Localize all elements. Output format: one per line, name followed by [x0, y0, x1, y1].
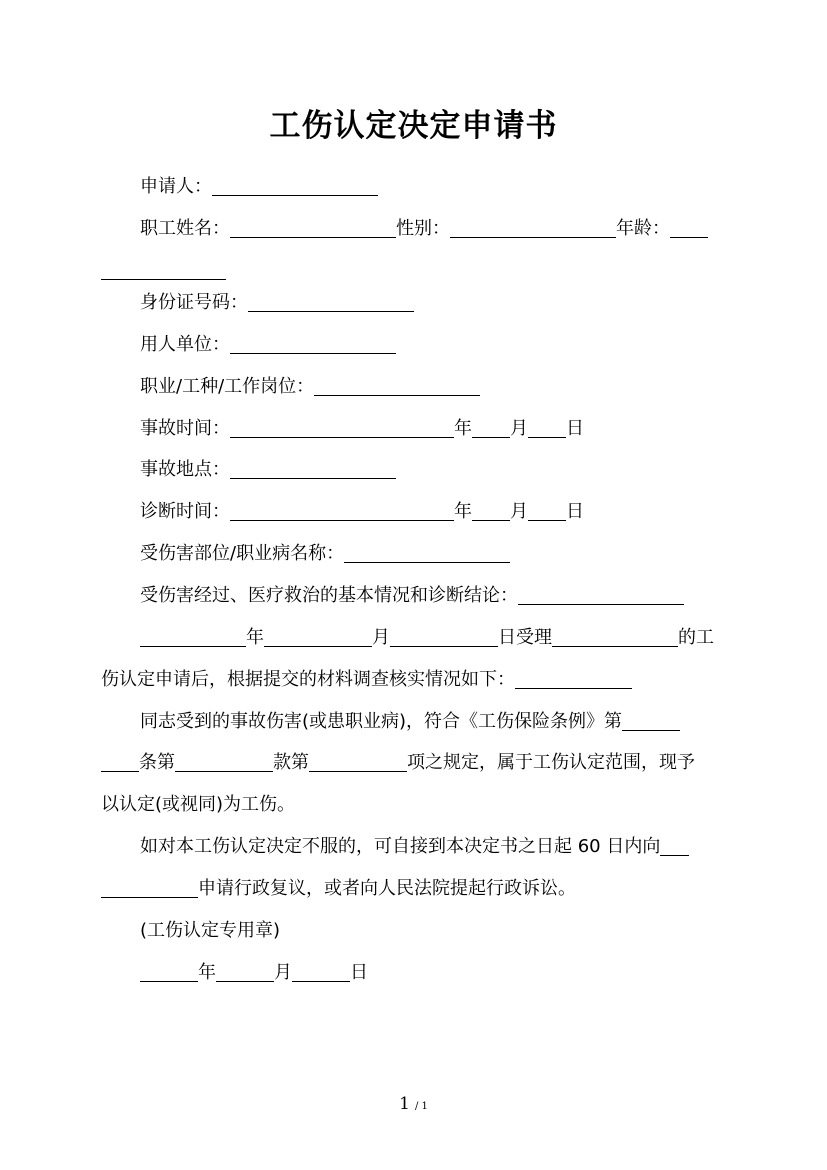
day-label: 日: [350, 962, 368, 983]
diagnosis-time-label: 诊断时间：: [140, 501, 230, 522]
injury-process-blank: [518, 583, 684, 605]
id-number-blank: [248, 290, 414, 312]
diagnosis-time-blank: [230, 499, 454, 521]
document-title: 工伤认定决定申请书: [269, 108, 558, 144]
injury-part-blank: [344, 541, 510, 563]
month-label: 月: [510, 501, 528, 522]
age-continuation-line: [101, 257, 226, 285]
accept-line: [140, 624, 714, 652]
injury-part-label: 受伤害部位/职业病名称：: [140, 543, 345, 564]
signature-date-line: [140, 959, 368, 987]
accept-day-blank: [390, 625, 498, 647]
worker-name-label: 职工姓名：: [140, 218, 230, 239]
gender-blank: [450, 216, 616, 238]
ruling-text-3: 以认定(或视同)为工伤。: [101, 794, 296, 815]
appeal-authority-blank-part2: [101, 876, 198, 898]
accident-place-line: [140, 456, 396, 484]
occupation-line: [140, 373, 480, 401]
worker-line: [140, 215, 708, 243]
applicant-label: 申请人：: [140, 176, 212, 197]
employer-line: [140, 331, 396, 359]
ruling-text-1: 同志受到的事故伤害(或患职业病)，符合《工伤保险条例》第: [140, 711, 623, 732]
seal-line: [140, 917, 280, 945]
item-blank: [309, 750, 407, 772]
article-text: 条第: [139, 752, 175, 773]
appeal-line-1: [140, 833, 689, 861]
employer-blank: [230, 332, 396, 354]
day-blank: [528, 499, 566, 521]
clause-text: 款第: [273, 752, 309, 773]
accept-month-blank: [264, 625, 372, 647]
clause-blank: [175, 750, 273, 772]
appeal-text-2: 申请行政复议，或者向人民法院提起行政诉讼。: [198, 878, 576, 899]
month-blank: [472, 499, 510, 521]
age-blank-part2: [101, 258, 226, 280]
employer-label: 用人单位：: [140, 334, 230, 355]
month-label: 月: [372, 627, 390, 648]
sign-month-blank: [216, 960, 274, 982]
sign-day-blank: [292, 960, 350, 982]
occupation-blank: [314, 374, 480, 396]
worker-name-blank: [230, 216, 396, 238]
item-text: 项之规定，属于工伤认定范围，现予: [407, 752, 695, 773]
applicant-name-blank: [552, 625, 678, 647]
page-number: [0, 1094, 827, 1114]
day-label: 日: [566, 501, 584, 522]
investigation-text: 伤认定申请后，根据提交的材料调查核实情况如下：: [101, 669, 515, 690]
ruling-line-3: [101, 791, 295, 819]
month-label: 月: [510, 418, 528, 439]
article-blank-part2: [101, 750, 139, 772]
injury-part-line: [140, 540, 510, 568]
accept-text: 日受理: [498, 627, 552, 648]
injury-process-label: 受伤害经过、医疗救治的基本情况和诊断结论：: [140, 585, 518, 606]
day-blank: [528, 416, 566, 438]
year-label: 年: [454, 418, 472, 439]
accept-tail-text: 的工: [678, 627, 714, 648]
current-page: 1: [399, 1094, 410, 1114]
occupation-label: 职业/工种/工作岗位：: [140, 376, 315, 397]
accident-time-blank: [230, 416, 454, 438]
applicant-line: [140, 173, 378, 201]
id-number-label: 身份证号码：: [140, 292, 248, 313]
diagnosis-time-line: [140, 498, 584, 526]
accident-place-blank: [230, 457, 396, 479]
ruling-line-1: [140, 708, 680, 736]
year-label: 年: [246, 627, 264, 648]
gender-label: 性别：: [396, 218, 450, 239]
appeal-line-2: [101, 875, 576, 903]
year-label: 年: [198, 962, 216, 983]
accident-place-label: 事故地点：: [140, 459, 230, 480]
year-label: 年: [454, 501, 472, 522]
accident-time-line: [140, 415, 584, 443]
article-blank-part1: [622, 709, 680, 731]
appeal-text-1: 如对本工伤认定决定不服的，可自接到本决定书之日起 60 日内向: [140, 836, 661, 857]
month-label: 月: [274, 962, 292, 983]
accident-time-label: 事故时间：: [140, 418, 230, 439]
total-pages: / 1: [415, 1101, 428, 1112]
seal-text: (工伤认定专用章): [140, 920, 281, 941]
sign-year-blank: [140, 960, 198, 982]
injury-process-line: [140, 582, 684, 610]
accept-year-blank: [140, 625, 246, 647]
ruling-line-2: [101, 749, 695, 777]
applicant-blank: [212, 174, 378, 196]
day-label: 日: [566, 418, 584, 439]
investigation-blank: [515, 667, 632, 689]
appeal-authority-blank-part1: [660, 834, 689, 856]
month-blank: [472, 416, 510, 438]
age-label: 年龄：: [616, 218, 670, 239]
accept-line-2: [101, 666, 632, 694]
id-line: [140, 289, 414, 317]
age-blank-part1: [670, 216, 708, 238]
